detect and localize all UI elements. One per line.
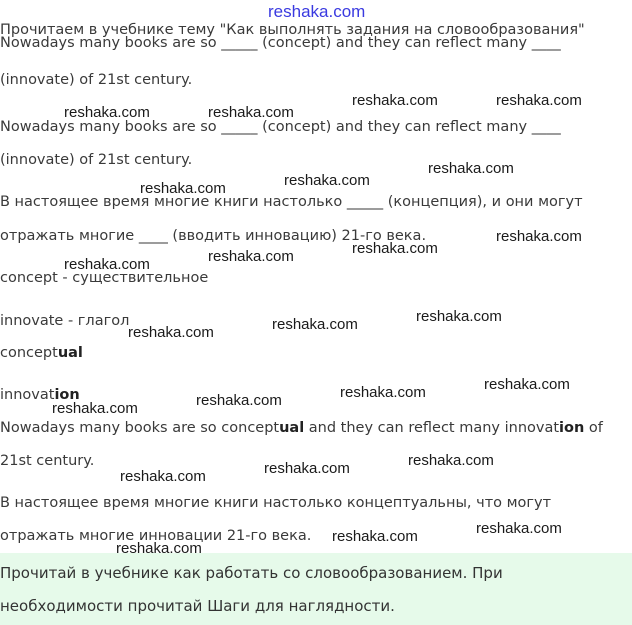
hint-text: необходимости прочитай Шаги для наглядности. (0, 597, 395, 615)
watermark: reshaka.com (264, 460, 350, 477)
intro-text: Прочитаем в учебнике тему "Как выполнять задания на словообразования" (0, 22, 585, 38)
task-line: (innovate) of 21st century. (0, 152, 193, 168)
task-line: Nowadays many books are so _____ (concept) and they can reflect many ____ (0, 119, 561, 135)
watermark: reshaka.com (416, 308, 502, 325)
watermark: reshaka.com (140, 180, 226, 197)
watermark: reshaka.com (496, 228, 582, 245)
watermark: reshaka.com (408, 452, 494, 469)
part-of-speech-line: concept - существительное (0, 270, 209, 286)
watermark: reshaka.com (332, 528, 418, 545)
watermark: reshaka.com (476, 520, 562, 537)
watermark: reshaka.com (116, 540, 202, 557)
watermark: reshaka.com (352, 92, 438, 109)
answer-word: conceptual (0, 345, 83, 361)
watermark: reshaka.com (428, 160, 514, 177)
answer-translation: В настоящее время многие книги настолько концептуальны, что могут (0, 495, 552, 511)
watermark: reshaka.com (52, 400, 138, 417)
answer-word: innovation (0, 387, 80, 403)
part-of-speech-line: innovate - глагол (0, 313, 130, 329)
watermark: reshaka.com (208, 104, 294, 121)
watermark: reshaka.com (484, 376, 570, 393)
watermark: reshaka.com (64, 256, 150, 273)
watermark: reshaka.com (496, 92, 582, 109)
site-logo[interactable]: reshaka.com (268, 2, 366, 21)
watermark: reshaka.com (120, 468, 206, 485)
watermark: reshaka.com (128, 324, 214, 341)
watermark: reshaka.com (196, 392, 282, 409)
watermark: reshaka.com (352, 240, 438, 257)
watermark: reshaka.com (340, 384, 426, 401)
cut-off-line: Nowadays many books are so _____ (concept) and they can reflect many ____ (0, 35, 561, 51)
answer-translation: отражать многие инновации 21-го века. (0, 528, 312, 544)
hint-text: Прочитай в учебнике как работать со словообразованием. При (0, 564, 503, 582)
answer-sentence: 21st century. (0, 453, 95, 469)
watermark: reshaka.com (208, 248, 294, 265)
watermark: reshaka.com (284, 172, 370, 189)
task-line: (innovate) of 21st century. (0, 72, 193, 88)
translation-line: В настоящее время многие книги настолько _____ (концепция), и они могут (0, 194, 583, 210)
watermark: reshaka.com (64, 104, 150, 121)
watermark: reshaka.com (272, 316, 358, 333)
translation-line: отражать многие ____ (вводить инновацию) 21-го века. (0, 228, 427, 244)
answer-sentence: Nowadays many books are so conceptual and they can reflect many innovation of (0, 420, 603, 436)
hint-box (0, 553, 632, 625)
